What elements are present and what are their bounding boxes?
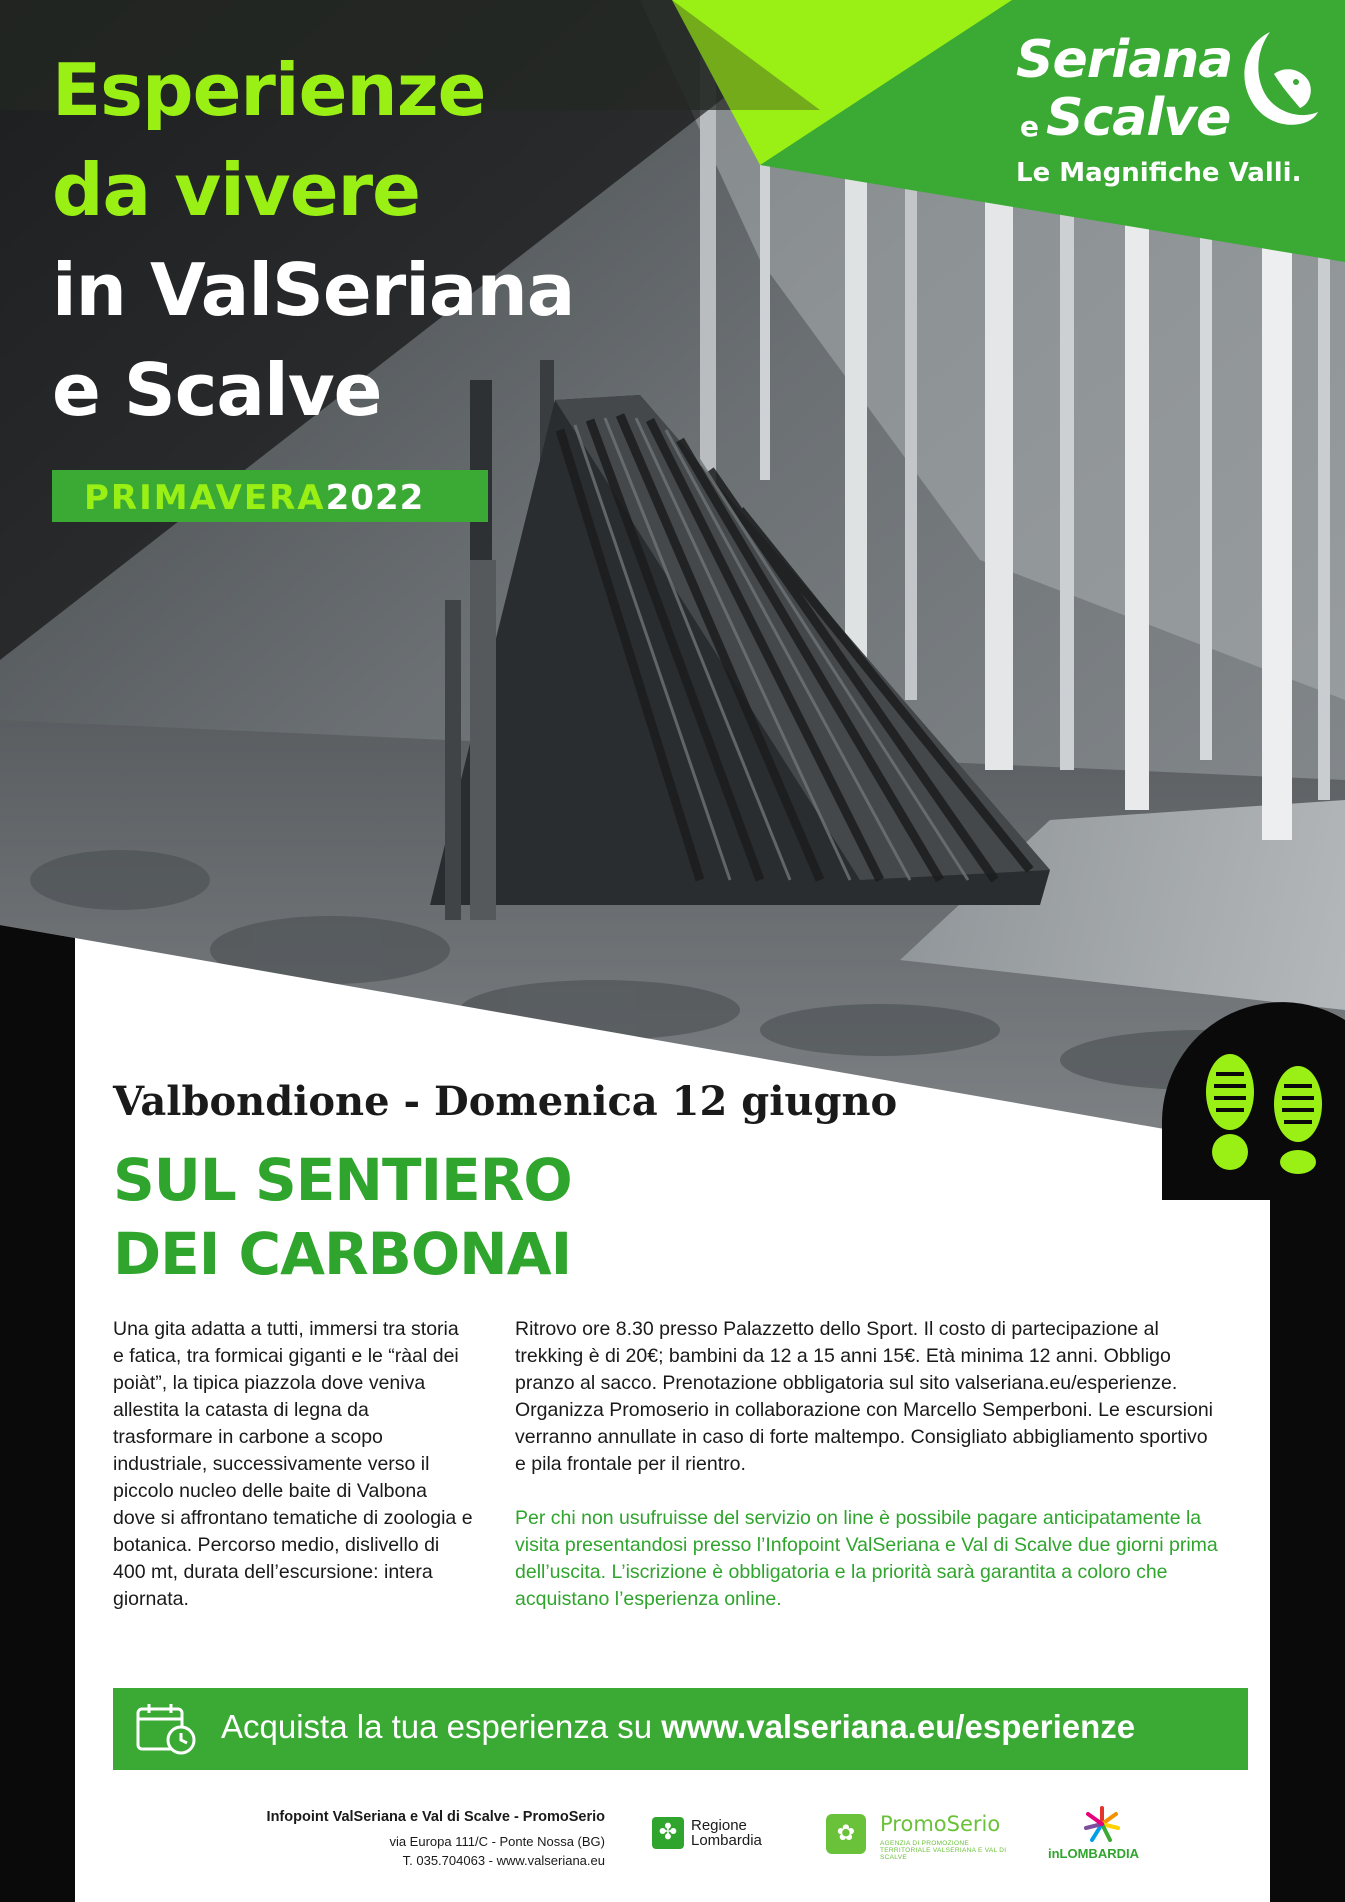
regione-lombardia-logo — [652, 1814, 782, 1854]
season-badge — [52, 470, 488, 522]
brand-tagline: Le Magnifiche Valli. — [1016, 158, 1302, 188]
regione-logo-text: Regione Lombardia — [691, 1817, 762, 1849]
cta-url-link[interactable]: www.valseriana.eu/esperienze — [661, 1708, 1136, 1745]
infopoint-title: Infopoint ValSeriana e Val di Scalve - PromoSerio — [266, 1809, 605, 1825]
inlombardia-star-icon — [1082, 1806, 1122, 1842]
promoserio-mark-icon: ✿ — [826, 1814, 866, 1854]
brand-name-line-2: Scalve — [1046, 88, 1231, 148]
cta-bar[interactable] — [113, 1688, 1248, 1770]
event-date-location: Valbondione - Domenica 12 giugno — [113, 1078, 898, 1125]
moon-fox-icon — [1230, 28, 1320, 138]
headline-line-4: e Scalve — [52, 348, 382, 432]
rosa-camuna-icon: ✤ — [652, 1817, 684, 1849]
season-name: PRIMAVERA — [84, 478, 326, 518]
inlombardia-logo-text: inLOMBARDIA — [1048, 1846, 1139, 1861]
infopoint-contact: T. 035.704063 - www.valseriana.eu — [402, 1853, 605, 1868]
promoserio-logo — [826, 1812, 1007, 1861]
description-right-green: Per chi non usufruisse del servizio on line è possibile pagare anticipatamente la visita presentandosi presso l’Infopoint ValSeriana e Val di Scalve due giorni prima dell’uscita. L’iscrizione è obbligatoria e la priorità sarà garantita a coloro che acquistano l’esperienza online. — [515, 1507, 1218, 1610]
cta-label: Acquista la tua esperienza su — [221, 1708, 662, 1745]
inlombardia-logo — [1048, 1806, 1158, 1862]
headline-line-3: in ValSeriana — [52, 248, 575, 332]
description-left: Una gita adatta a tutti, immersi tra storia e fatica, tra formicai giganti e le “ràal dei poiàt”, la tipica piazzola dove veniva allestita la catasta di legna da trasformare in carbone a scopo industriale, successivamente verso il piccolo nucleo delle baite di Valbona dove si affrontano tematiche di zoologia e botanica. Percorso medio, dislivello di 400 mt, durata dell’escursione: intera giornata. — [113, 1318, 473, 1610]
headline-line-2: da vivere — [52, 148, 420, 232]
brand-name-line-1: Seriana — [1016, 30, 1233, 90]
headline-line-1: Esperienze — [52, 48, 486, 132]
footprints-icon — [1198, 1052, 1334, 1174]
event-title-line-2: DEI CARBONAI — [113, 1220, 572, 1288]
event-title-line-1: SUL SENTIERO — [113, 1146, 572, 1214]
infopoint-address: via Europa 111/C - Ponte Nossa (BG) — [389, 1834, 605, 1849]
promoserio-logo-subtitle: AGENZIA DI PROMOZIONE TERRITORIALE VALSERIANA E VAL DI SCALVE — [880, 1840, 1007, 1861]
calendar-clock-icon — [135, 1702, 197, 1756]
left-black-band — [0, 925, 75, 1902]
season-label — [84, 478, 424, 518]
brand-conjunction: e — [1020, 110, 1039, 143]
season-year: 2022 — [325, 478, 425, 518]
promoserio-logo-text: PromoSerio — [880, 1812, 1001, 1836]
cta-text — [221, 1708, 1135, 1746]
description-right: Ritrovo ore 8.30 presso Palazzetto dello Sport. Il costo di partecipazione al trekking è di 20€; bambini da 12 a 15 anni 15€. Età minima 12 anni. Obbligo pranzo al sacco. Prenotazione obbligatoria sul sito valseriana.eu/esperienze. Organizza Promoserio in collaborazione con Marcello Semperboni. Le escursioni verranno annullate in caso di forte maltempo. Consigliato abbigliamento sportivo e pila frontale per il rientro. — [515, 1318, 1214, 1475]
